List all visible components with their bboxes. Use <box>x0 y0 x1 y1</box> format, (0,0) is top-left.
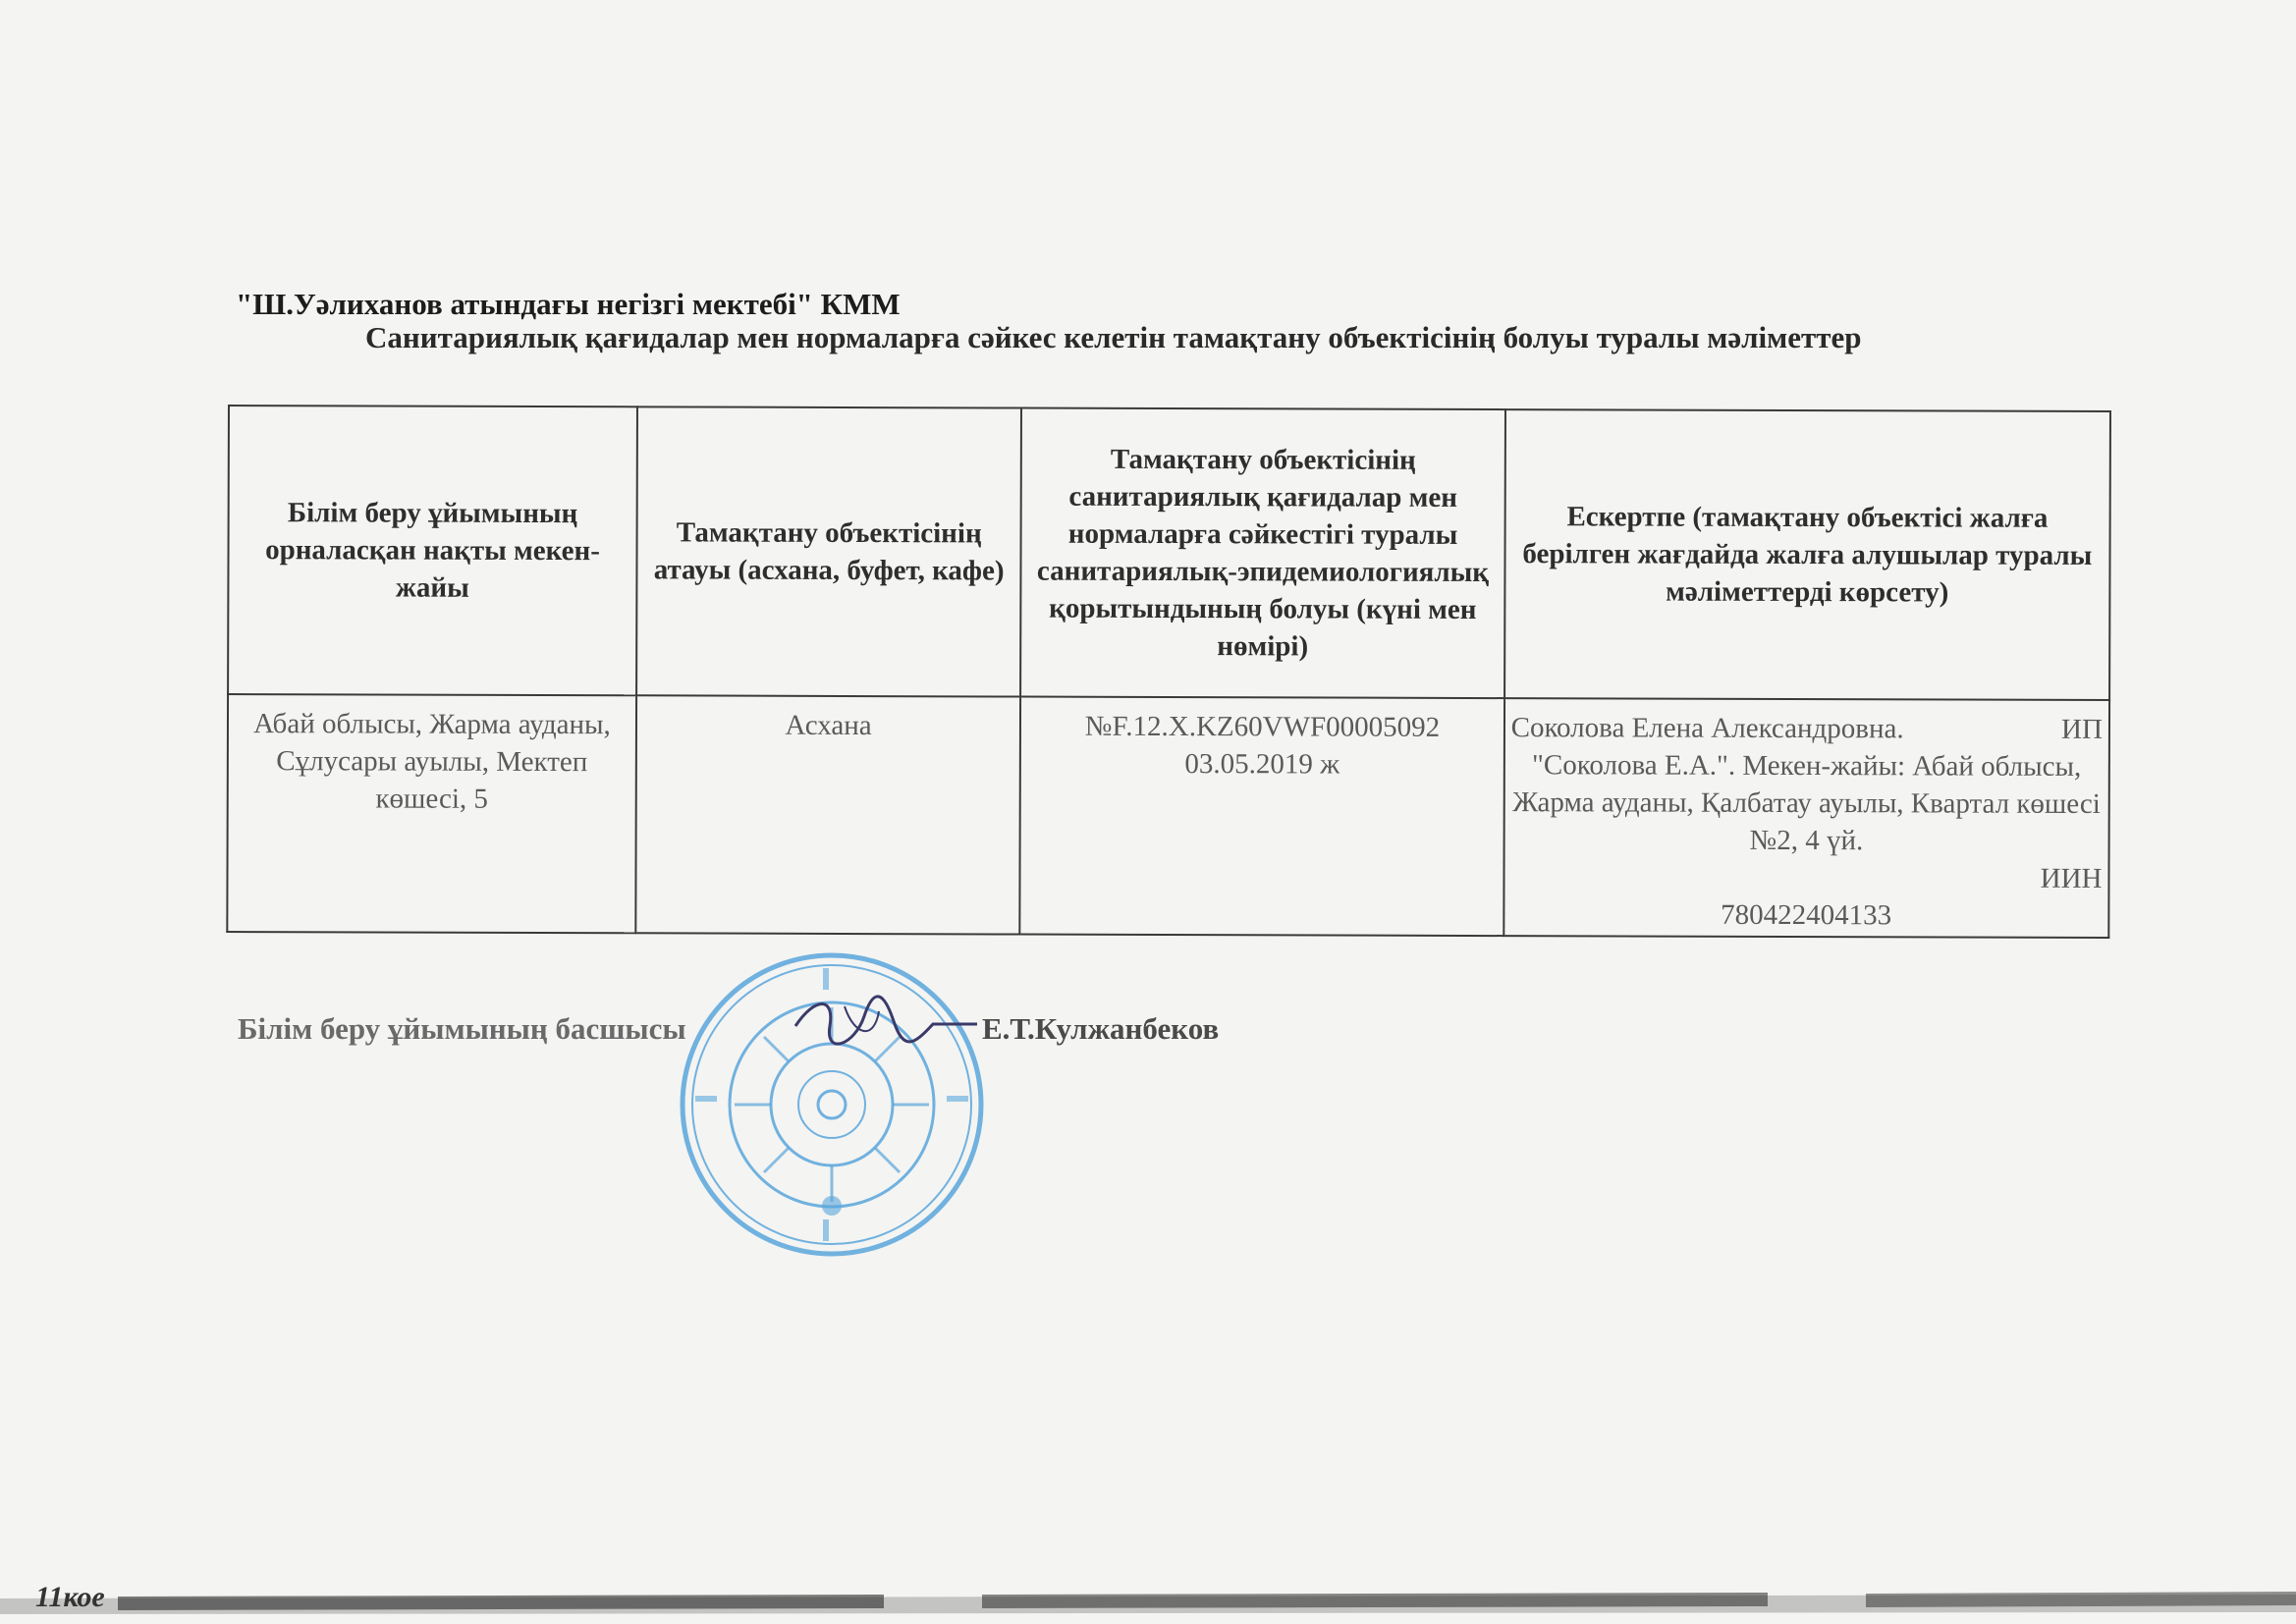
scan-artifact <box>0 1577 2296 1624</box>
cell-address: Абай облысы, Жарма ауданы, Сұлусары ауылы, Мектеп көшесі, 5 <box>227 694 636 933</box>
note-tenant-name: Соколова Елена Александровна. <box>1510 712 1904 745</box>
note-line1 <box>1511 709 2103 748</box>
note-line2: "Соколова Е.А.". Мекен-жайы: Абай облысы, Жарма ауданы, Қалбатау ауылы, Квартал көшесі №2, 4 үй. <box>1512 749 2101 857</box>
handwritten-note: 11кое <box>35 1581 105 1613</box>
handwritten-signature <box>786 987 982 1056</box>
head-name: Е.Т.Кулжанбеков <box>982 1011 1220 1046</box>
table-header-row <box>228 406 2110 700</box>
cell-conclusion <box>1020 697 1504 937</box>
header-conclusion: Тамақтану объектісінің санитариялық қағидалар мен нормаларға сәйкестігі туралы санитариялық-эпидемиологиялық қорытындының болуы (күні мен нөмірі) <box>1020 408 1504 699</box>
header-address: Білім беру ұйымының орналасқан нақты мекен-жайы <box>228 406 637 695</box>
note-iin: 780422404133 <box>1721 898 1892 932</box>
info-table <box>226 405 2111 939</box>
header-note: Ескертпе (тамақтану объектісі жалға берілген жағдайда жалға алушылар туралы мәліметтерді көрсету) <box>1504 409 2110 700</box>
note-iin-label: ИИН <box>2040 862 2103 894</box>
conclusion-number: №F.12.X.KZ60VWF00005092 <box>1084 710 1441 743</box>
org-name: "Ш.Уәлиханов атындағы негізгі мектебі" КММ <box>236 287 901 321</box>
cell-object-name: Асхана <box>635 695 1020 934</box>
table-row <box>227 694 2109 938</box>
header-object-name: Тамақтану объектісінің атауы (асхана, буфет, кафе) <box>636 406 1021 696</box>
cell-note <box>1503 698 2109 938</box>
note-ip: ИП <box>2061 713 2104 745</box>
conclusion-date: 03.05.2019 ж <box>1184 748 1340 781</box>
signature-label: Білім беру ұйымының басшысы <box>238 1011 686 1046</box>
document-title: Санитариялық қағидалар мен нормаларға сәйкес келетін тамақтану объектісінің болуы туралы мәліметтер <box>365 320 1862 354</box>
